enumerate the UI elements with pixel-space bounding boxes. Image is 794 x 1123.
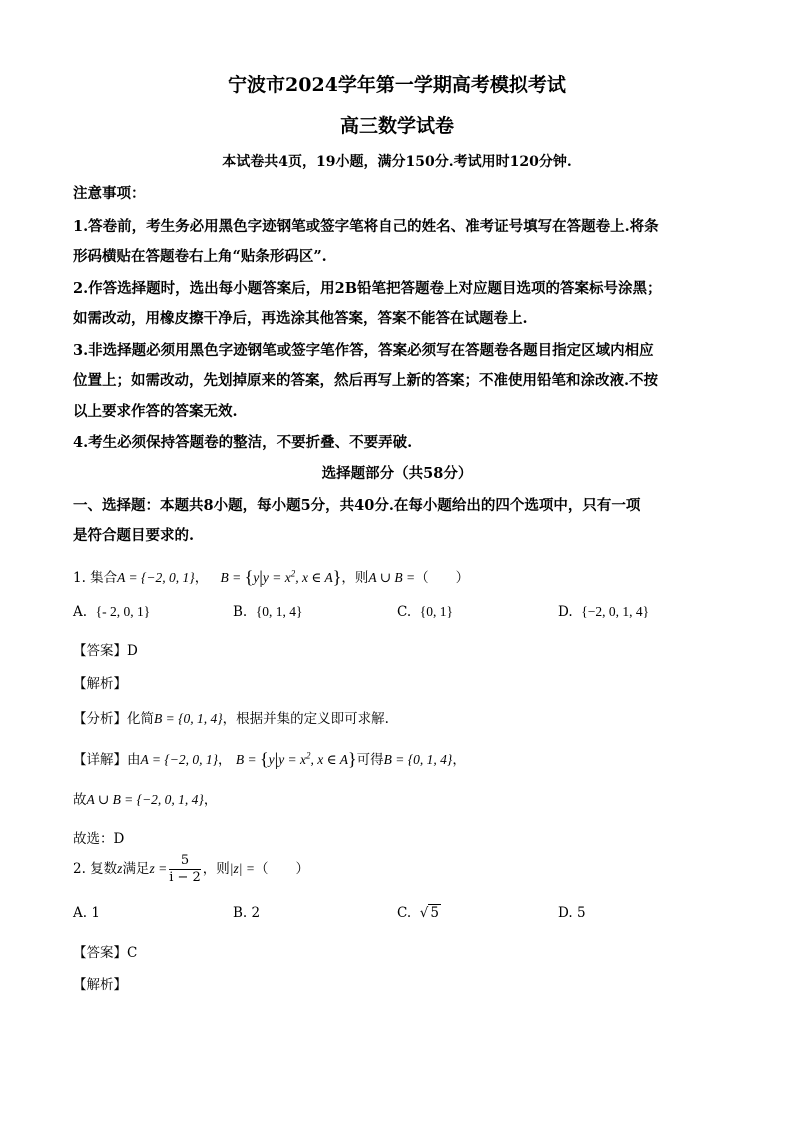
answer-line [73,639,138,659]
fenxi-line [73,707,389,727]
notice-line: 位置上；如需改动，先划掉原来的答案，然后再写上新的答案；不准使用铅笔和涂改液.不按 [73,372,659,389]
math-expr: A ∪ B = {−2, 0, 1, 4} [86,792,204,807]
option-value: {−2, 0, 1, 4} [581,604,650,619]
answer-paren: （ ） [254,861,309,877]
option-c [397,905,441,921]
answer-value: D [127,643,138,659]
set-a-expr: A = {−2, 0, 1} [117,570,195,585]
text: ，则 [202,861,230,877]
notice-line: 以上要求作答的答案无效. [73,403,238,420]
analysis-tag: 【解析】 [73,676,127,692]
option-b [233,905,260,921]
notice-line: 1.答卷前，考生务必用黑色字迹钢笔或签字笔将自己的姓名、准考证号填写在答题卷上.将条 [73,218,659,235]
answer-tag: 【答案】 [73,643,127,659]
section-title: 选择题部分（共58分） [321,465,473,482]
notice-line: 如需改动，用橡皮擦干净后，再选涂其他答案，答案不能答在试题卷上. [73,310,528,327]
option-label: B. [233,604,248,620]
option-label: C. [397,604,412,620]
math-expr: |z| = [229,861,255,876]
math-expr: B = {0, 1, 4} [383,752,453,767]
notice-line: 4.考生必须保持答题卷的整洁，不要折叠、不要弄破. [73,434,413,451]
option-value: {0, 1} [419,604,453,619]
question-number: 2. 复数 [73,861,118,877]
choose-line: 故选：D [73,831,125,847]
option-value: {- 2, 0, 1} [95,604,151,619]
math-expr: z = [149,861,168,876]
answer-paren: （ ） [415,570,470,586]
notice-line: 2.作答选择题时，选出每小题答案后，用2B铅笔把答题卷上对应题目选项的答案标号涂黑； [73,280,662,297]
text: ， [218,752,232,768]
question-2-stem [73,853,309,886]
answer-value: C [127,945,138,961]
fenxi-tag: 【分析】 [73,711,127,727]
fraction-numerator: 5 [169,853,201,870]
exam-title: 宁波市2024学年第一学期高考模拟考试 [228,74,566,96]
text: ， [452,752,466,768]
text: 故 [73,792,87,808]
union-expr: A ∪ B = [368,570,416,585]
option-c [397,604,453,620]
answer-tag: 【答案】 [73,945,127,961]
option-a [73,604,150,620]
option-b [233,604,303,620]
option-value: 2 [251,905,261,921]
text: ， [203,792,218,808]
text: 可得 [356,752,384,768]
math-var: z [117,861,123,876]
option-label: A. [73,604,88,620]
math-expr: A = {−2, 0, 1} [140,752,219,767]
answer-line [73,941,137,961]
then-text: ，则 [341,570,369,586]
option-value: {0, 1, 4} [255,604,303,619]
exam-subtitle: 高三数学试卷 [339,115,454,137]
option-label: C. [397,905,412,921]
option-value: 5 [576,905,586,921]
option-d [558,905,586,921]
option-value: 5 [430,905,439,921]
gu-line [73,788,217,808]
set-b-expr: $B = \{y|y = x^2$, x ∈ A} [220,567,342,587]
text: 由 [127,752,141,768]
notice-heading: 注意事项： [73,185,146,202]
notice-line: 3.非选择题必须用黑色字迹钢笔或签字笔作答，答案必须写在答题卷各题目指定区域内相应 [73,342,654,359]
option-value: 1 [91,905,100,921]
text: 化简 [127,711,154,727]
section-intro: 是符合题目要求的. [73,527,195,544]
math-expr: B = {0, 1, 4} [154,711,223,726]
xiangjie-tag: 【详解】 [73,752,127,768]
option-d [558,604,649,620]
notice-line: 形码横贴在答题卷右上角“贴条形码区”. [73,248,327,265]
text: ，根据并集的定义即可求解. [222,711,389,727]
fraction [169,853,201,886]
analysis-tag: 【解析】 [73,977,127,993]
sqrt-expr: √ 5 [419,905,439,921]
option-label: D. [558,905,573,921]
option-label: B. [233,905,248,921]
text: 满足 [122,861,150,877]
question-number: 1. 集合 [73,570,118,586]
xiangjie-line [73,748,466,770]
punct: ， [194,570,209,586]
question-1-stem [73,566,469,588]
section-intro: 一、选择题：本题共8小题，每小题5分，共40分.在每小题给出的四个选项中，只有一项 [73,497,641,514]
math-expr: $B = \{y|y = x^2$, x ∈ A} [235,749,357,769]
fraction-denominator: i − 2 [169,870,201,885]
option-label: A. [73,905,88,921]
exam-info: 本试卷共4页，19小题，满分150分.考试用时120分钟. [222,154,572,170]
option-a [73,905,100,921]
option-label: D. [558,604,573,620]
